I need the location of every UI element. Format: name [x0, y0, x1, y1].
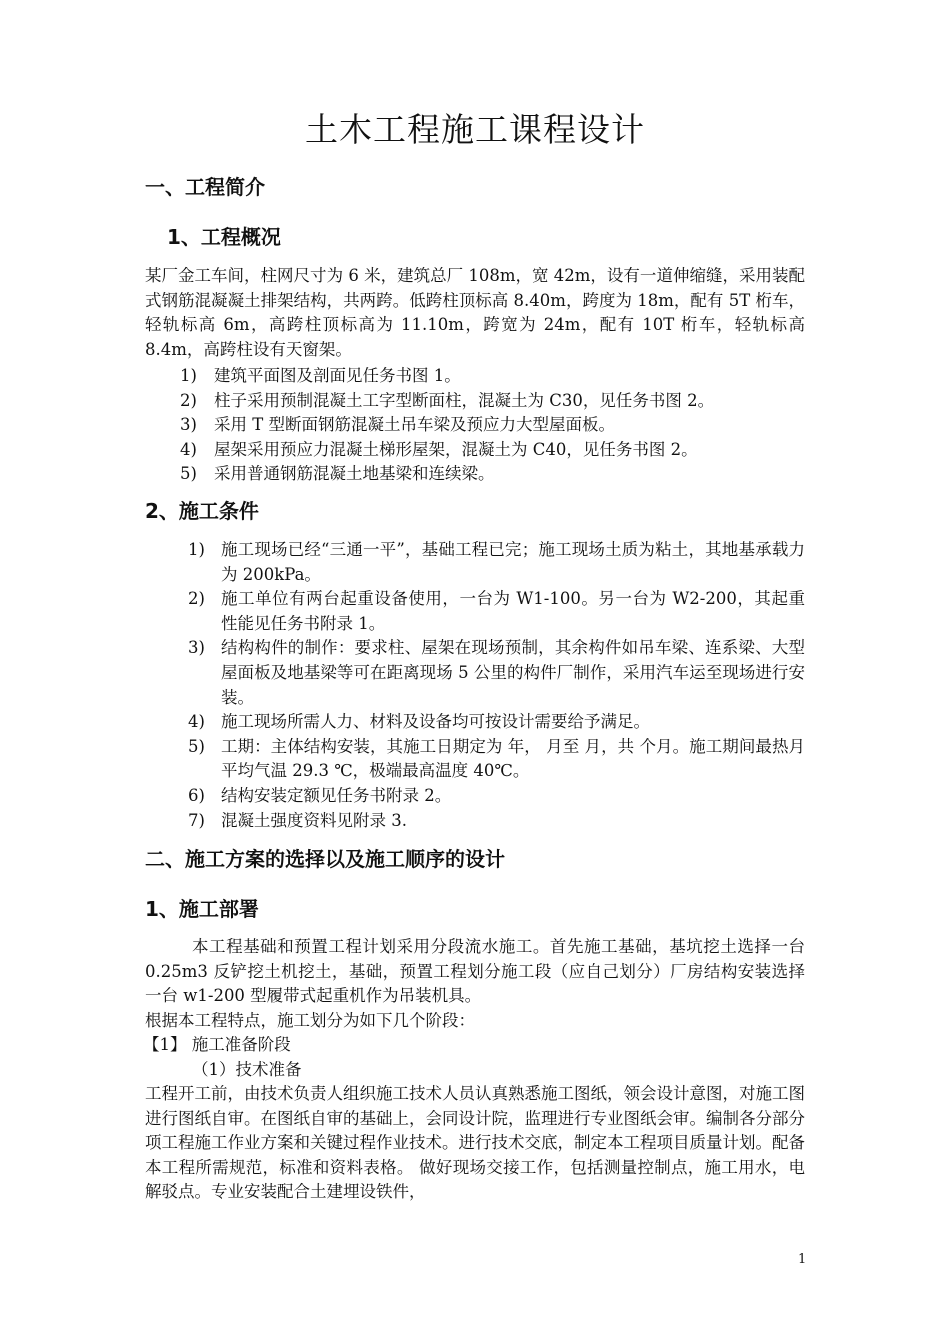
section1-sub2-heading: 2、施工条件	[145, 499, 259, 523]
list-text: 屋架采用预应力混凝土梯形屋架，混凝土为 C40，见任务书图 2。	[214, 439, 698, 459]
list-item	[188, 784, 805, 809]
list-item	[188, 809, 805, 834]
list-text: 施工单位有两台起重设备使用，一台为 W1-100。另一台为 W2-200，其起重性能见任务书附录 1。	[221, 589, 805, 633]
conditions-list	[188, 538, 805, 833]
list-item	[180, 364, 820, 389]
list-item	[180, 389, 820, 414]
list-number: 5)	[180, 464, 197, 484]
overview-text: 某厂金工车间，柱网尺寸为 6 米，建筑总厂 108m，宽 42m，设有一道伸缩缝，采用装配式钢筋混凝凝土排架结构，共两跨。低跨柱顶标高 8.40m，跨度为 18m，配有 5T 桁车，轻轨标高 6m，高跨柱顶标高为 11.10m，跨宽为 24m，配有 10T 桁车，轻轨标高 8.4m，高跨柱设有天窗架。	[145, 266, 805, 359]
deployment-section	[145, 935, 805, 1205]
list-item	[188, 587, 805, 636]
overview-list	[180, 364, 820, 487]
list-number: 5)	[188, 736, 205, 756]
list-number: 4)	[188, 712, 205, 732]
list-number: 7)	[188, 810, 205, 830]
overview-paragraph	[145, 264, 805, 362]
list-text: 建筑平面图及剖面见任务书图 1。	[214, 366, 461, 385]
section1-heading: 一、工程简介	[145, 175, 265, 199]
list-item	[188, 735, 805, 784]
list-text: 工期：主体结构安装，其施工日期定为 年， 月至 月，共 个月。施工期间最热月平均气温 29.3 ℃，极端最高温度 40℃。	[221, 736, 805, 781]
list-item	[180, 462, 820, 487]
list-item	[188, 636, 805, 710]
list-number: 1)	[188, 540, 205, 559]
list-item	[188, 538, 805, 587]
section2-heading: 二、施工方案的选择以及施工顺序的设计	[145, 847, 505, 871]
list-number: 3)	[180, 415, 197, 435]
document-title: 土木工程施工课程设计	[305, 110, 645, 149]
list-text: 施工现场已经“三通一平”，基础工程已完；施工现场土质为粘土，其地基承载力为 200kPa。	[221, 540, 805, 584]
section1-sub1-heading: 1、工程概况	[167, 225, 281, 249]
page-number: 1	[798, 1252, 807, 1267]
list-item	[180, 438, 820, 463]
stage-heading: 【1】 施工准备阶段	[143, 1035, 291, 1054]
list-item	[188, 710, 805, 735]
stages-intro: 根据本工程特点，施工划分为如下几个阶段：	[145, 1010, 475, 1030]
list-text: 施工现场所需人力、材料及设备均可按设计需要给予满足。	[221, 712, 650, 732]
section2-sub1-heading: 1、施工部署	[145, 897, 259, 921]
list-item	[180, 413, 820, 438]
deployment-paragraph: 本工程基础和预置工程计划采用分段流水施工。首先施工基础，基坑挖土选择一台 0.25m3 反铲挖土机挖土，基础，预置工程划分施工段（应自己划分）厂房结构安装选择一台 w1-200 型履带式起重机作为吊装机具。	[145, 937, 805, 1005]
list-number: 3)	[188, 638, 205, 658]
list-number: 2)	[188, 589, 205, 609]
technical-prep-paragraph: 工程开工前，由技术负责人组织施工技术人员认真熟悉施工图纸，领会设计意图，对施工图进行图纸自审。在图纸自审的基础上，会同设计院，监理进行专业图纸会审。编制各分部分项工程施工作业方案和关键过程作业技术。进行技术交底，制定本工程项目质量计划。配备本工程所需规范，标准和资料表格。 做好现场交接工作，包括测量控制点，施工用水，电解驳点。专业安装配合土建埋设铁件，	[145, 1084, 805, 1201]
list-number: 2)	[180, 390, 197, 410]
list-number: 6)	[188, 785, 205, 805]
list-text: 采用普通钢筋混凝土地基梁和连续梁。	[214, 464, 495, 484]
list-text: 结构构件的制作：要求柱、屋架在现场预制，其余构件如吊车梁、连系梁、大型屋面板及地基梁等可在距离现场 5 公里的构件厂制作，采用汽车运至现场进行安装。	[221, 638, 805, 707]
list-number: 4)	[180, 439, 197, 459]
stage-subheading: （1）技术准备	[192, 1059, 302, 1079]
list-text: 混凝土强度资料见附录 3.	[221, 810, 407, 830]
list-text: 柱子采用预制混凝土工字型断面柱，混凝土为 C30，见任务书图 2。	[214, 390, 715, 410]
list-text: 结构安装定额见任务书附录 2。	[221, 785, 452, 805]
list-text: 采用 T 型断面钢筋混凝土吊车梁及预应力大型屋面板。	[214, 415, 615, 435]
list-number: 1)	[180, 366, 197, 385]
